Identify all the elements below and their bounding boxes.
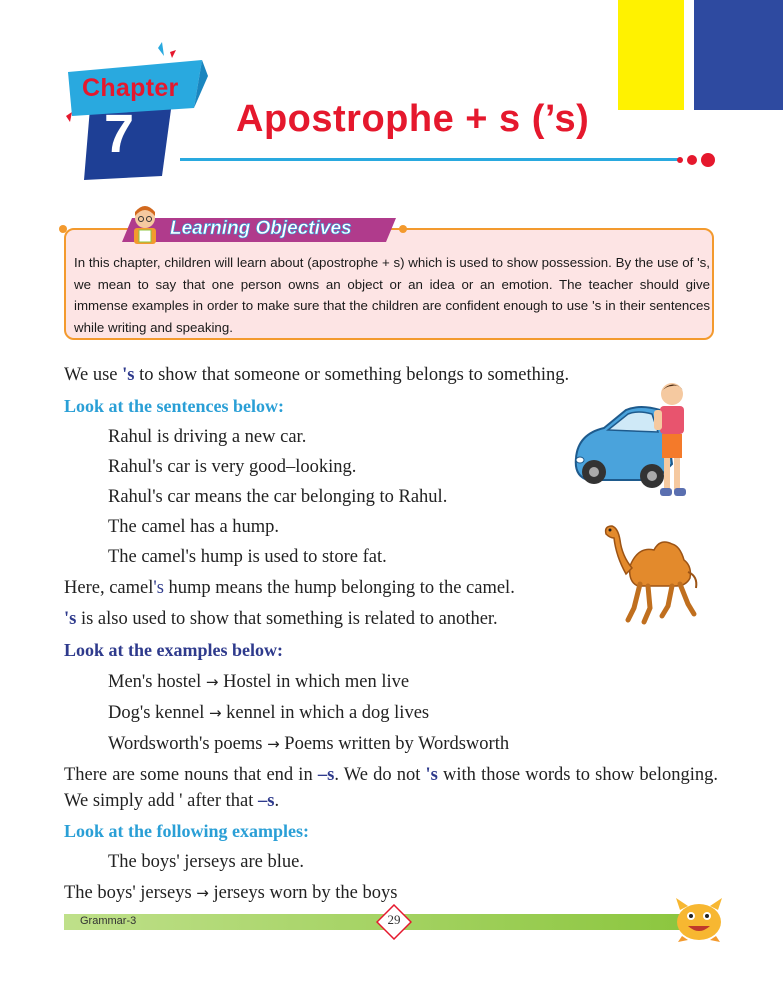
example-1-right: Hostel in which men live <box>223 672 410 692</box>
camel-note <box>64 577 515 599</box>
title-dots-decoration <box>676 152 720 168</box>
sentence-5: The camel's hump is used to store fat. <box>108 547 387 567</box>
corner-yellow-block <box>618 0 684 110</box>
lo-left-dot <box>56 222 70 236</box>
arrow-icon: → <box>267 735 280 753</box>
nouns-note-m2: 's <box>425 765 438 785</box>
intro-mark: 's <box>122 365 135 385</box>
boy-with-car-illustration <box>568 380 700 506</box>
title-underline <box>180 158 678 161</box>
example-2-right: kennel in which a dog lives <box>226 703 430 723</box>
nouns-note-m1: –s <box>317 765 335 785</box>
sentence-3: Rahul's car means the car belonging to Rahul. <box>108 487 448 507</box>
camel-illustration <box>598 516 710 628</box>
last-example-right: jerseys worn by the boys <box>213 883 398 903</box>
last-example-left: The boys' jerseys <box>64 883 192 903</box>
intro-sentence <box>64 364 569 386</box>
nouns-note-m3: –s <box>257 791 275 811</box>
learning-objectives-text: In this chapter, children will learn about (apostrophe + s) which is used to show possession. By the use of 's, we mean to say that one person owns an object or an idea or an emotion. The teacher should give immense examples in order to make sure that the children are confident enough to use 's in their sentences while writing and speaking. <box>74 255 710 335</box>
chapter-number: 7 <box>104 104 135 164</box>
arrow-icon: → <box>208 704 222 722</box>
related-note-mark: 's <box>64 609 77 629</box>
example-2 <box>108 702 429 724</box>
example-1 <box>108 671 409 693</box>
heading-following-examples: Look at the following examples: <box>64 821 309 841</box>
nouns-note-p2: . We do not <box>334 765 426 785</box>
chapter-badge-graphic <box>62 42 212 182</box>
intro-pre: We use <box>64 365 123 385</box>
heading-examples: Look at the examples below: <box>64 640 283 660</box>
sentence-1: Rahul is driving a new car. <box>108 427 307 447</box>
camel-note-mark: 's <box>153 578 164 598</box>
student-icon <box>128 206 162 246</box>
camel-note-pre: Here, camel <box>64 578 154 598</box>
nouns-note-p1: There are some nouns that end in <box>64 765 318 785</box>
sentence-4: The camel has a hump. <box>108 517 280 537</box>
learning-objectives-heading: Learning Objectives <box>170 218 352 239</box>
arrow-icon: → <box>205 673 219 691</box>
last-example <box>64 882 397 904</box>
nouns-note-p3: with those words to show belonging. We simply add ' after that <box>64 765 718 811</box>
camel-note-post: hump means the hump belonging to the camel. <box>163 578 515 598</box>
chapter-badge <box>62 42 212 182</box>
related-note <box>64 608 498 630</box>
page-number: 29 <box>387 912 401 927</box>
nouns-note <box>64 762 718 814</box>
footer-book-label: Grammar-3 <box>80 915 137 927</box>
arrow-icon: → <box>196 884 209 902</box>
corner-blue-block <box>694 0 783 110</box>
footer-bar <box>64 914 682 930</box>
nouns-note-p4: . <box>274 791 280 811</box>
example-3-right: Poems written by Wordsworth <box>284 734 510 754</box>
chapter-label: Chapter <box>82 74 179 102</box>
page-title: Apostrophe + s (’s) <box>236 98 590 140</box>
example-1-left: Men's hostel <box>108 672 202 692</box>
example-2-left: Dog's kennel <box>108 703 205 723</box>
example-3 <box>108 733 509 755</box>
related-note-post: is also used to show that something is related to another. <box>76 609 498 629</box>
example-sentence: The boys' jerseys are blue. <box>108 852 304 872</box>
example-3-left: Wordsworth's poems <box>108 734 263 754</box>
sentence-2: Rahul's car is very good–looking. <box>108 457 357 477</box>
intro-post: to show that someone or something belongs to something. <box>134 365 570 385</box>
heading-sentences: Look at the sentences below: <box>64 396 284 416</box>
mascot-icon <box>672 896 726 942</box>
